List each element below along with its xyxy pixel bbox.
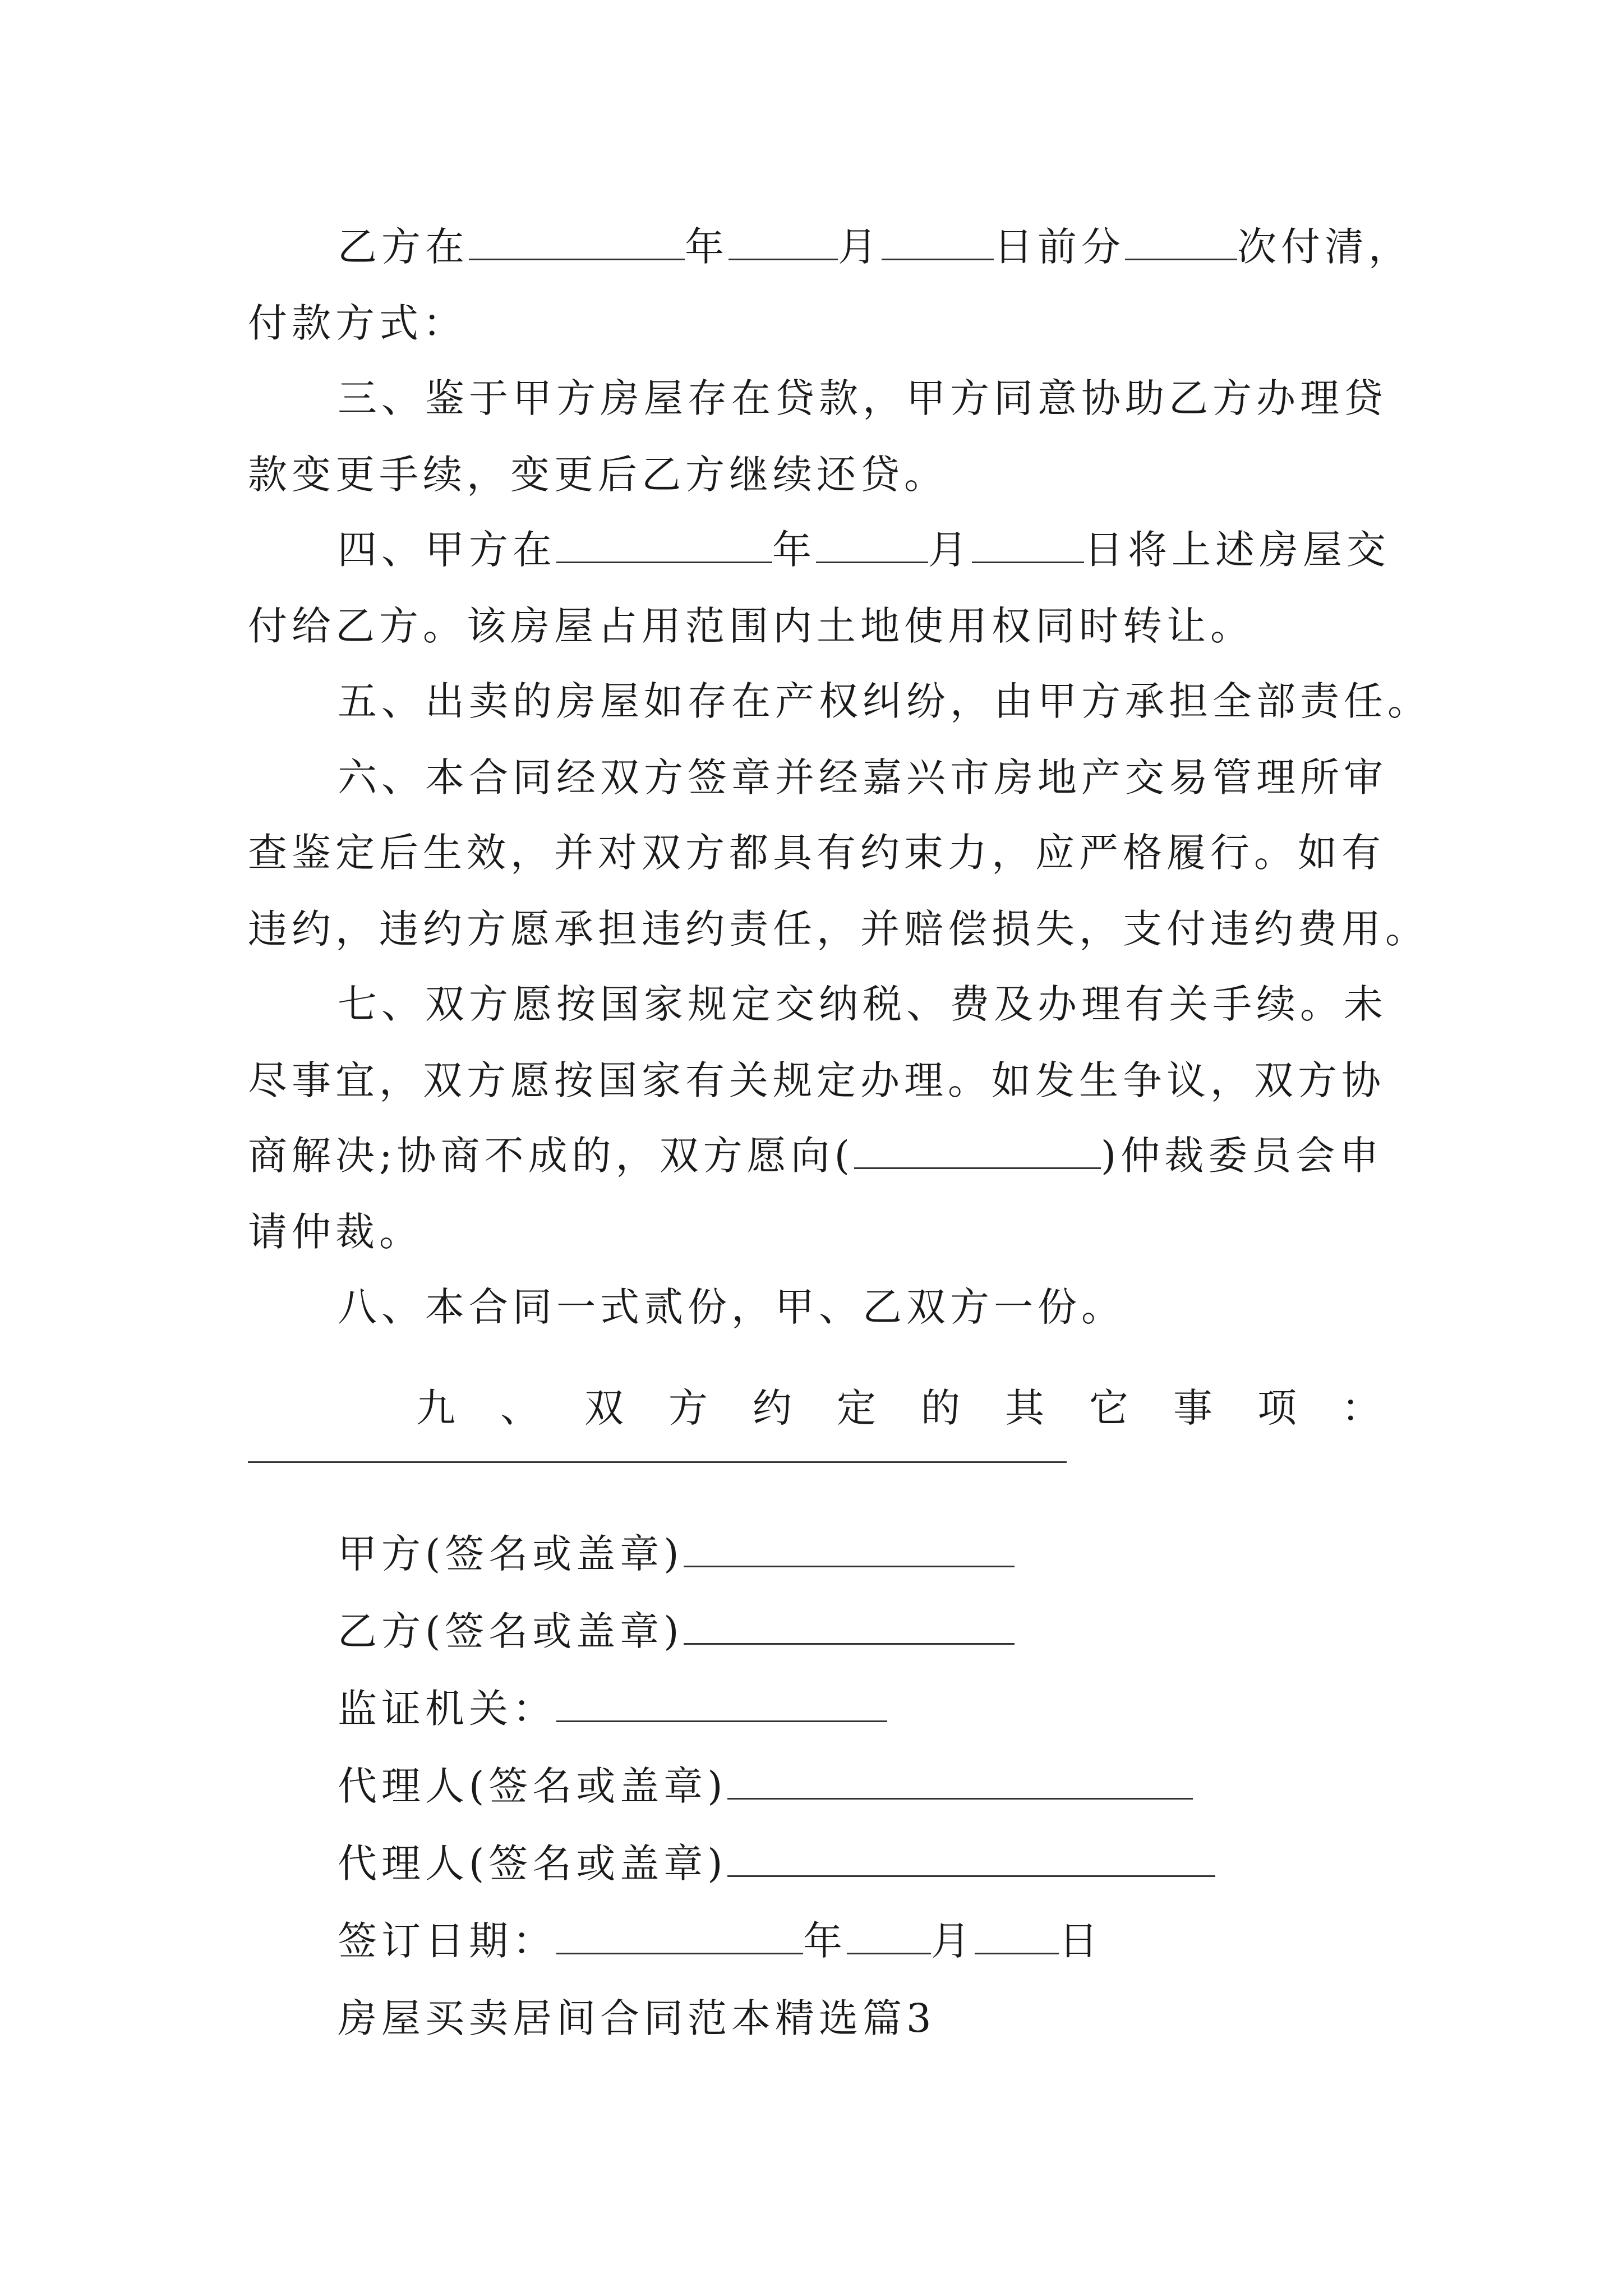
year-blank[interactable] [469, 219, 685, 260]
installments-blank[interactable] [1125, 219, 1237, 260]
month-blank[interactable] [728, 219, 838, 260]
clause-payment-line: 乙方在 年 月 日前分 次付清， [338, 219, 1476, 275]
clause-4-line-1: 四、甲方在 年 月 日将上述房屋交 [338, 522, 1476, 578]
delivery-month-blank[interactable] [816, 522, 928, 563]
clause-8-line: 八、本合同一式贰份，甲、乙双方一份。 [338, 1284, 1125, 1330]
party-a-signature-blank[interactable] [684, 1526, 1015, 1567]
clause-7-line-1: 七、双方愿按国家规定交纳税、费及办理有关手续。未 [338, 981, 1387, 1027]
agent-2-signature-line: 代理人(签名或盖章) [338, 1835, 1476, 1892]
agent-1-signature-blank[interactable] [727, 1759, 1193, 1800]
payment-method-line: 付款方式： [248, 300, 467, 346]
signing-day-blank[interactable] [975, 1913, 1059, 1954]
clause-7-line-3: 商解决;协商不成的，双方愿向( )仲裁委员会申 [248, 1128, 1386, 1184]
signing-year-blank[interactable] [556, 1913, 803, 1954]
party-b-signature-line: 乙方(签名或盖章) [338, 1603, 1476, 1659]
clause-7-line-2: 尽事宜，双方愿按国家有关规定办理。如发生争议，双方协 [248, 1057, 1385, 1103]
clause-5-line: 五、出卖的房屋如存在产权纠纷，由甲方承担全部责任。 [338, 678, 1431, 724]
party-a-signature-line: 甲方(签名或盖章) [338, 1526, 1476, 1582]
signing-date-line: 签订日期： 年 月 日 [338, 1913, 1476, 1969]
arbitration-blank[interactable] [854, 1128, 1101, 1169]
day-blank[interactable] [882, 219, 994, 260]
clause-3-line-1: 三、鉴于甲方房屋存在贷款，甲方同意协助乙方办理贷 [338, 375, 1387, 421]
supervisor-line: 监证机关： [338, 1681, 1476, 1737]
clause-9-line: 九 、 双 方 约 定 的 其 它 事 项 ： [416, 1385, 1381, 1431]
next-section-title: 房屋买卖居间合同范本精选篇3 [338, 1995, 936, 2041]
clause-6-line-2: 查鉴定后生效，并对双方都具有约束力，应严格履行。如有 [248, 830, 1385, 876]
party-b-signature-blank[interactable] [684, 1604, 1015, 1645]
delivery-day-blank[interactable] [972, 522, 1084, 563]
supervisor-blank[interactable] [556, 1681, 887, 1722]
other-matters-blank[interactable] [248, 1461, 1067, 1463]
clause-6-line-3: 违约，违约方愿承担违约责任，并赔偿损失，支付违约费用。 [248, 906, 1429, 952]
agent-1-signature-line: 代理人(签名或盖章) [338, 1758, 1476, 1814]
delivery-year-blank[interactable] [556, 522, 772, 563]
clause-6-line-1: 六、本合同经双方签章并经嘉兴市房地产交易管理所审 [338, 754, 1387, 800]
clause-4-line-2: 付给乙方。该房屋占用范围内土地使用权同时转让。 [248, 603, 1254, 649]
clause-3-line-2: 款变更手续，变更后乙方继续还贷。 [248, 452, 948, 498]
agent-2-signature-blank[interactable] [727, 1836, 1215, 1877]
signing-month-blank[interactable] [847, 1913, 931, 1954]
clause-7-line-4: 请仲裁。 [248, 1209, 423, 1255]
